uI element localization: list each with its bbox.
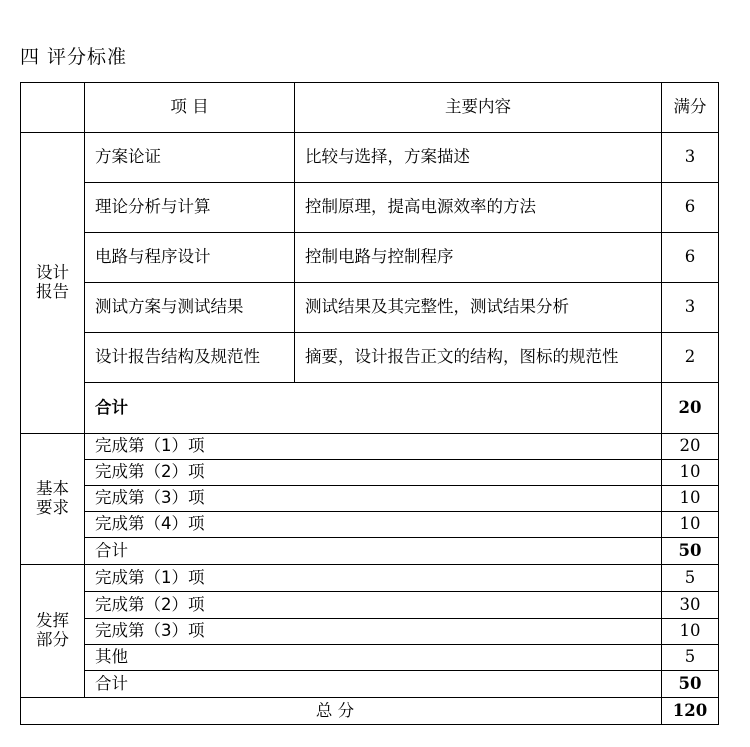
score-cell: 6 bbox=[662, 233, 719, 283]
item-cell: 完成第（3）项 bbox=[85, 619, 662, 645]
subtotal-score: 20 bbox=[662, 383, 719, 434]
table-row bbox=[21, 233, 719, 283]
subtotal-row bbox=[21, 538, 719, 565]
total-label: 总 分 bbox=[21, 698, 662, 725]
content-cell: 控制电路与控制程序 bbox=[295, 233, 662, 283]
score-cell: 10 bbox=[662, 512, 719, 538]
score-cell: 20 bbox=[662, 434, 719, 460]
item-cell: 设计报告结构及规范性 bbox=[85, 333, 295, 383]
item-cell: 电路与程序设计 bbox=[85, 233, 295, 283]
table-row bbox=[21, 565, 719, 592]
item-cell: 理论分析与计算 bbox=[85, 183, 295, 233]
score-cell: 3 bbox=[662, 133, 719, 183]
table-row bbox=[21, 133, 719, 183]
content-cell: 控制原理，提高电源效率的方法 bbox=[295, 183, 662, 233]
subtotal-row bbox=[21, 671, 719, 698]
table-row bbox=[21, 619, 719, 645]
score-cell: 6 bbox=[662, 183, 719, 233]
score-cell: 5 bbox=[662, 645, 719, 671]
item-cell: 测试方案与测试结果 bbox=[85, 283, 295, 333]
subtotal-score: 50 bbox=[662, 671, 719, 698]
subtotal-label: 合计 bbox=[85, 538, 662, 565]
score-cell: 3 bbox=[662, 283, 719, 333]
item-cell: 完成第（4）项 bbox=[85, 512, 662, 538]
table-row bbox=[21, 645, 719, 671]
section-label-extended: 发挥部分 bbox=[21, 565, 85, 698]
subtotal-row bbox=[21, 383, 719, 434]
table-row bbox=[21, 434, 719, 460]
table-row bbox=[21, 512, 719, 538]
item-cell: 完成第（1）项 bbox=[85, 434, 662, 460]
table-row bbox=[21, 460, 719, 486]
subtotal-label: 合计 bbox=[85, 383, 662, 434]
header-item: 项 目 bbox=[85, 83, 295, 133]
score-cell: 10 bbox=[662, 460, 719, 486]
total-score: 120 bbox=[662, 698, 719, 725]
table-row bbox=[21, 183, 719, 233]
item-cell: 完成第（1）项 bbox=[85, 565, 662, 592]
header-content: 主要内容 bbox=[295, 83, 662, 133]
header-row bbox=[21, 83, 719, 133]
score-cell: 10 bbox=[662, 619, 719, 645]
header-full-score: 满分 bbox=[662, 83, 719, 133]
item-cell: 完成第（3）项 bbox=[85, 486, 662, 512]
item-cell: 完成第（2）项 bbox=[85, 592, 662, 619]
total-row bbox=[21, 698, 719, 725]
item-cell: 方案论证 bbox=[85, 133, 295, 183]
table-row bbox=[21, 283, 719, 333]
item-cell: 完成第（2）项 bbox=[85, 460, 662, 486]
scoring-table bbox=[20, 82, 719, 725]
item-cell: 其他 bbox=[85, 645, 662, 671]
header-blank-cell bbox=[21, 83, 85, 133]
score-cell: 2 bbox=[662, 333, 719, 383]
content-cell: 比较与选择，方案描述 bbox=[295, 133, 662, 183]
content-cell: 测试结果及其完整性，测试结果分析 bbox=[295, 283, 662, 333]
section-label-design: 设计报告 bbox=[21, 133, 85, 434]
section-label-basic: 基本要求 bbox=[21, 434, 85, 565]
subtotal-label: 合计 bbox=[85, 671, 662, 698]
subtotal-score: 50 bbox=[662, 538, 719, 565]
score-cell: 5 bbox=[662, 565, 719, 592]
score-cell: 30 bbox=[662, 592, 719, 619]
table-row bbox=[21, 486, 719, 512]
table-row bbox=[21, 592, 719, 619]
score-cell: 10 bbox=[662, 486, 719, 512]
content-cell: 摘要，设计报告正文的结构，图标的规范性 bbox=[295, 333, 662, 383]
table-row bbox=[21, 333, 719, 383]
section-heading: 四 评分标准 bbox=[20, 46, 128, 68]
